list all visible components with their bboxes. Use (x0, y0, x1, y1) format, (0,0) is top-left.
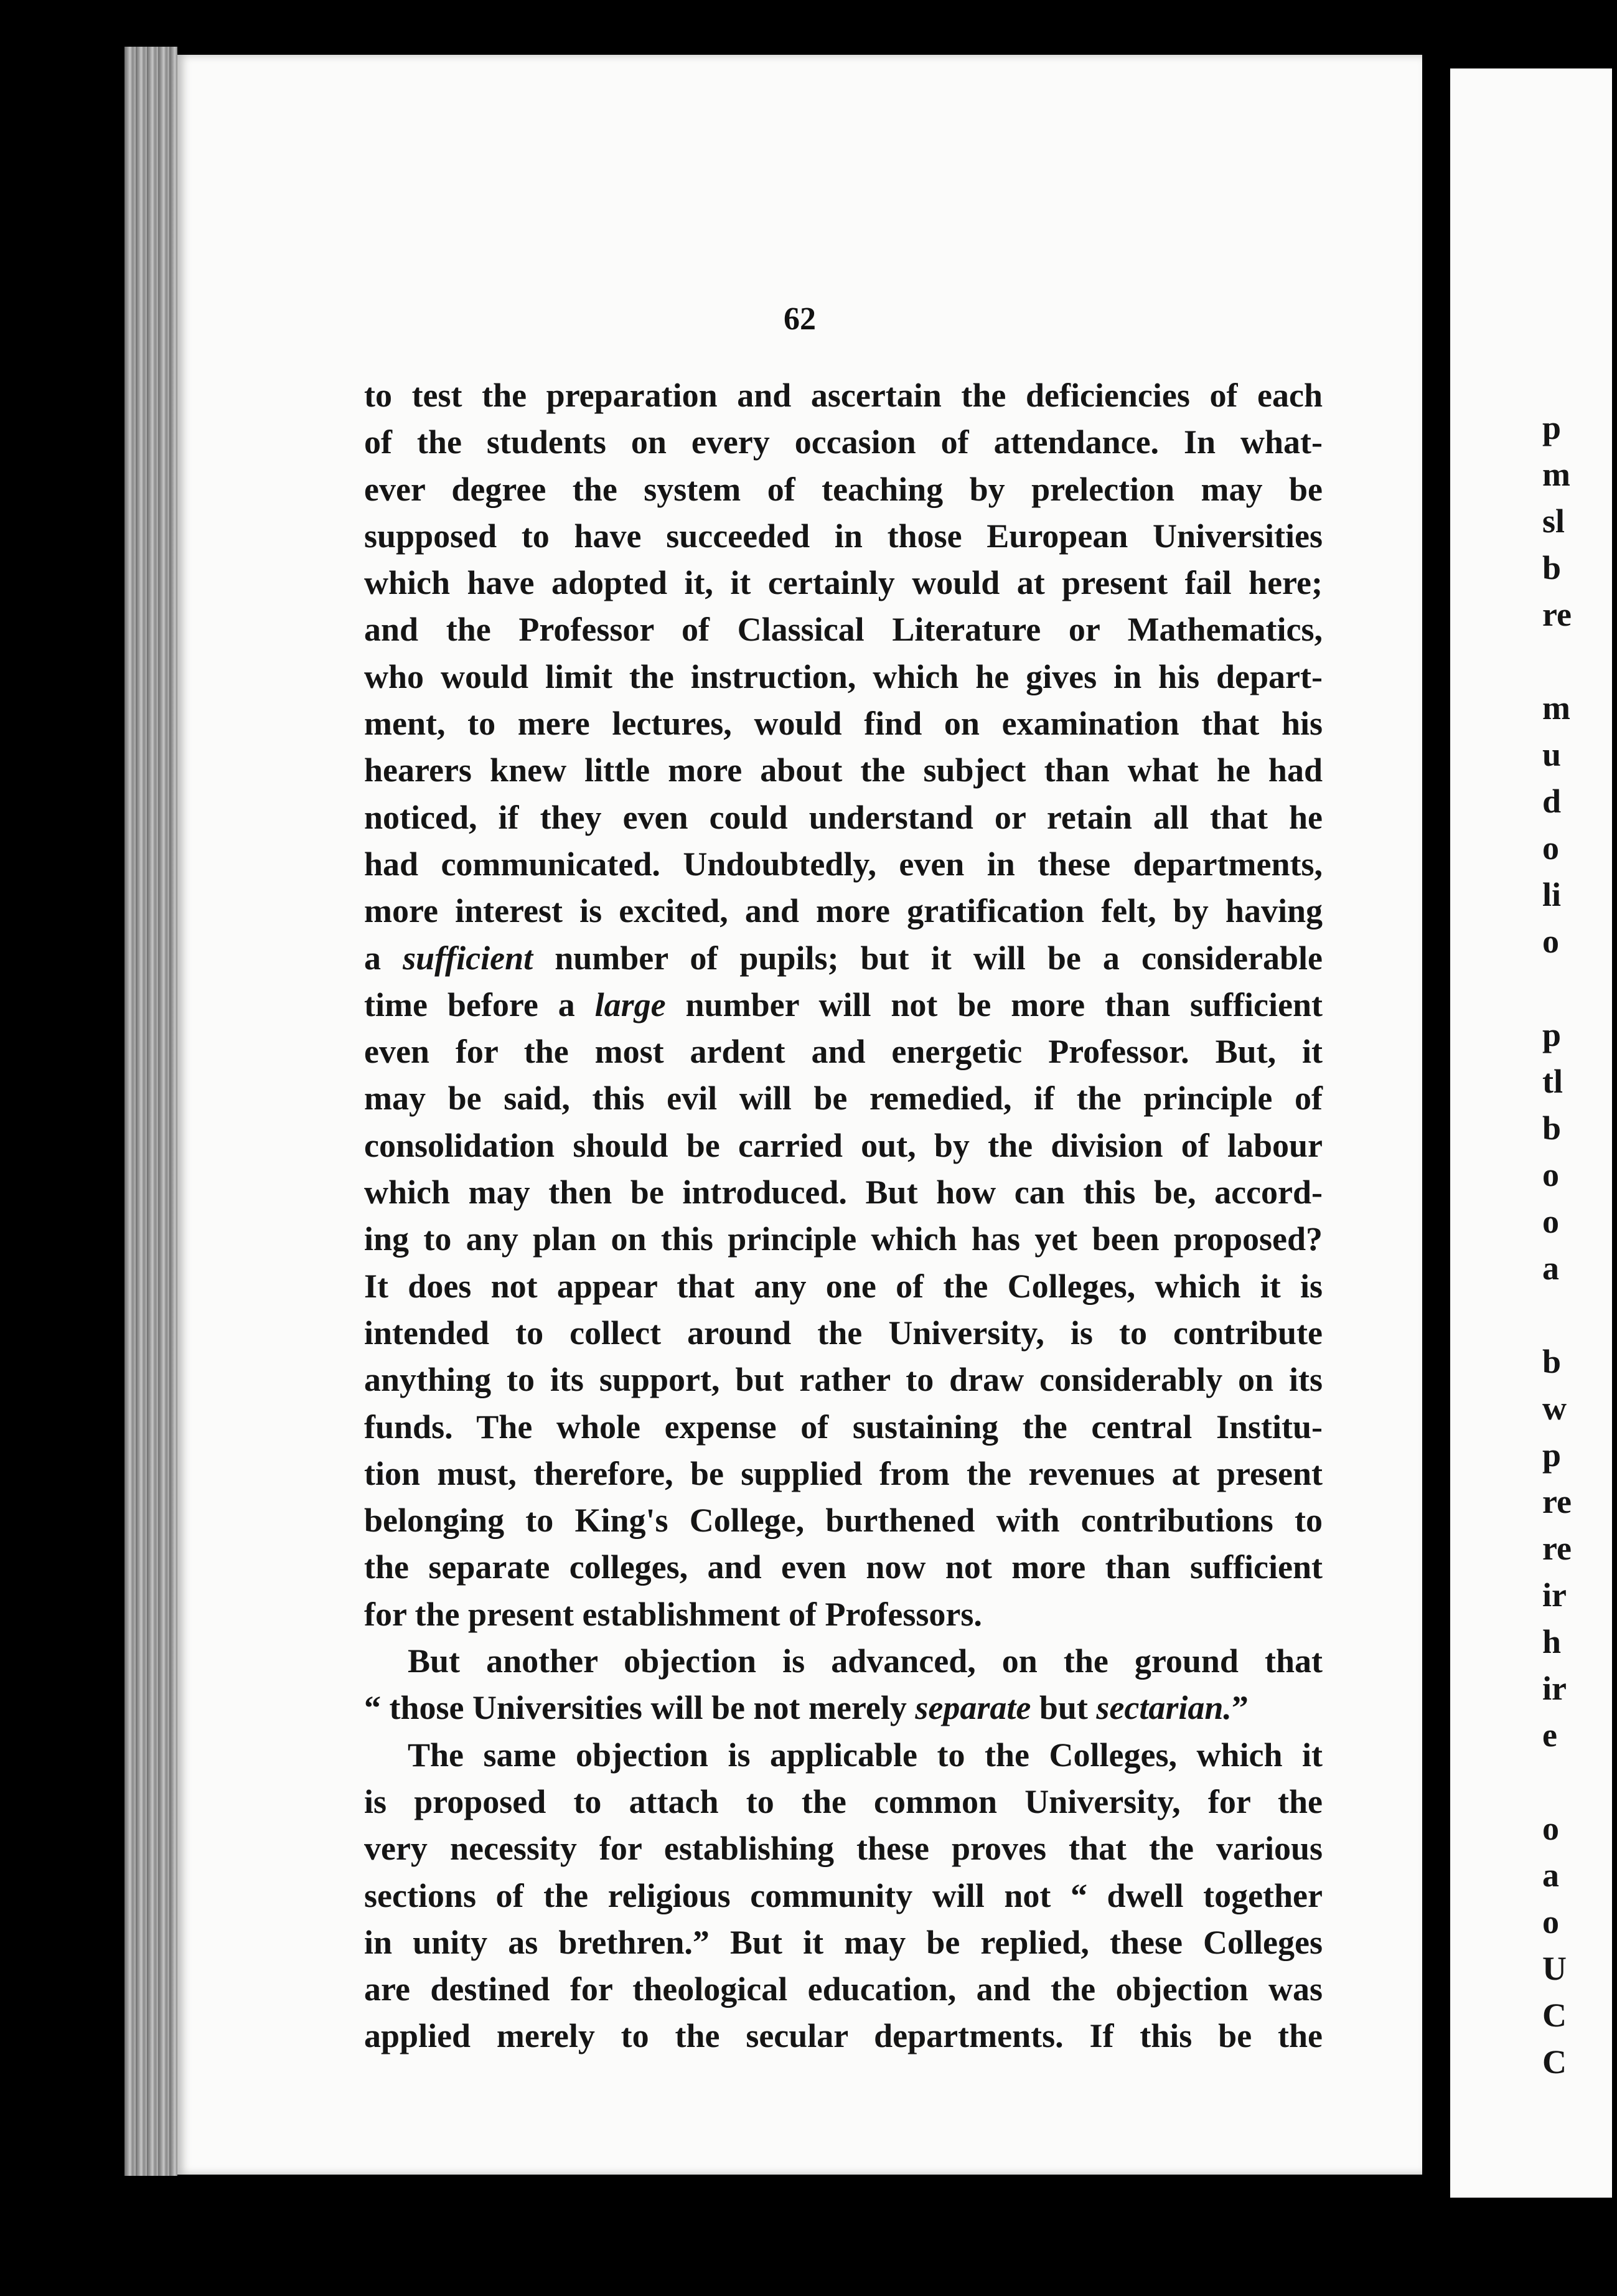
text-line: The same objection is applicable to the Colleges, which it (408, 1736, 1323, 1774)
facing-page-fragment (1542, 638, 1617, 685)
text-line: may be said, this evil will be remedied, if the principle of (364, 1080, 1323, 1117)
facing-page-fragment: C (1542, 2043, 1567, 2081)
facing-page-fragment: o (1542, 1810, 1559, 1847)
facing-page-fragment: d (1542, 783, 1562, 820)
text-line: ing to any plan on this principle which has yet been proposed? (364, 1220, 1323, 1258)
text-line: belonging to King's College, burthened with contributions to (364, 1502, 1323, 1540)
text-span: number will not be more than sufficient (665, 986, 1323, 1023)
facing-page-fragment: m (1542, 456, 1570, 493)
text-line (364, 935, 1323, 982)
text-line: the separate colleges, and even now not more than sufficient (364, 1548, 1323, 1586)
facing-page-fragment (1542, 1292, 1617, 1339)
text-line: are destined for theological education, and the objection was (364, 1970, 1323, 2008)
text-line: supposed to have succeeded in those European Universities (364, 517, 1323, 555)
facing-page-fragment: li (1542, 876, 1562, 913)
text-line: to test the preparation and ascertain the deficiencies of each (364, 377, 1323, 414)
facing-page-fragment: o (1542, 1903, 1559, 1941)
page-number: 62 (784, 301, 816, 337)
text-span: but (1031, 1689, 1097, 1727)
facing-page-fragment: w (1542, 1390, 1567, 1427)
facing-page-fragment: o (1542, 923, 1559, 960)
text-line: ever degree the system of teaching by prelection may be (364, 470, 1323, 508)
text-line: in unity as brethren.” But it may be replied, these Colleges (364, 1923, 1323, 1961)
facing-page-fragment: p (1542, 409, 1562, 446)
facing-page-text (1542, 405, 1617, 2086)
italic-word: sufficient (403, 939, 533, 977)
book-gutter (124, 47, 177, 2176)
text-line: noticed, if they even could understand or retain all that he (364, 798, 1323, 836)
text-line: more interest is excited, and more gratification felt, by having (364, 892, 1323, 930)
text-span: time before a (364, 986, 595, 1023)
facing-page-fragment: p (1542, 1016, 1562, 1053)
text-span: a (364, 939, 403, 977)
text-line: is proposed to attach to the common University, for the (364, 1782, 1323, 1820)
text-span: ” (1231, 1689, 1249, 1727)
text-line: But another objection is advanced, on the ground that (408, 1642, 1323, 1680)
text-line: applied merely to the secular departments. If this be the (364, 2017, 1323, 2055)
facing-page-fragment: sl (1542, 502, 1565, 540)
text-line: for the present establishment of Professors. (364, 1595, 982, 1633)
italic-word: large (594, 986, 666, 1023)
body-text (364, 372, 1323, 2060)
text-line: which may then be introduced. But how can this be, accord- (364, 1174, 1323, 1212)
text-line: ment, to mere lectures, would find on examination that his (364, 705, 1323, 743)
facing-page-fragment: U (1542, 1950, 1567, 1987)
facing-page (1450, 68, 1612, 2198)
facing-page-fragment: o (1542, 1203, 1559, 1240)
text-line: sections of the religious community will not “ dwell together (364, 1876, 1323, 1914)
facing-page-fragment: h (1542, 1623, 1562, 1660)
text-line: of the students on every occasion of attendance. In what- (364, 423, 1323, 461)
facing-page-fragment: ir (1542, 1670, 1567, 1707)
facing-page-fragment: re (1542, 1530, 1572, 1567)
text-span: “ those Universities will be not merely (364, 1689, 916, 1727)
text-line: and the Professor of Classical Literature or Mathematics, (364, 611, 1323, 649)
facing-page-fragment: a (1542, 1249, 1559, 1287)
text-line: had communicated. Undoubtedly, even in these departments, (364, 845, 1323, 883)
facing-page-fragment: o (1542, 1156, 1559, 1193)
facing-page-fragment: b (1542, 1343, 1562, 1380)
facing-page-fragment: C (1542, 1997, 1567, 2034)
text-line: It does not appear that any one of the Colleges, which it is (364, 1267, 1323, 1305)
text-line: hearers knew little more about the subject than what he had (364, 751, 1323, 789)
text-line (364, 982, 1323, 1028)
text-line: anything to its support, but rather to draw considerably on its (364, 1361, 1323, 1399)
facing-page-fragment: a (1542, 1856, 1559, 1894)
italic-word: separate (915, 1689, 1031, 1727)
facing-page-fragment: u (1542, 736, 1562, 773)
left-page (177, 55, 1422, 2175)
facing-page-fragment: b (1542, 549, 1562, 586)
text-line: which have adopted it, it certainly would at present fail here; (364, 564, 1323, 602)
text-line: consolidation should be carried out, by the division of labour (364, 1126, 1323, 1164)
facing-page-fragment: re (1542, 1483, 1572, 1520)
italic-word: sectarian. (1096, 1689, 1232, 1727)
facing-page-fragment (1542, 1759, 1617, 1805)
text-line: very necessity for establishing these proves that the various (364, 1830, 1323, 1868)
facing-page-fragment: p (1542, 1436, 1562, 1474)
facing-page-fragment: e (1542, 1716, 1557, 1754)
facing-page-fragment: b (1542, 1109, 1562, 1147)
text-line: funds. The whole expense of sustaining the central Institu- (364, 1408, 1323, 1446)
facing-page-fragment (1542, 965, 1617, 1012)
facing-page-fragment: tl (1542, 1063, 1563, 1100)
text-line: intended to collect around the University, is to contribute (364, 1314, 1323, 1352)
text-line (364, 1685, 1323, 1731)
facing-page-fragment: re (1542, 596, 1572, 633)
text-line: even for the most ardent and energetic Professor. But, it (364, 1033, 1323, 1071)
facing-page-fragment: o (1542, 829, 1559, 867)
text-line: who would limit the instruction, which he gives in his depart- (364, 657, 1323, 695)
facing-page-fragment: m (1542, 689, 1570, 727)
facing-page-fragment: ir (1542, 1576, 1567, 1614)
text-span: number of pupils; but it will be a considerable (533, 939, 1323, 977)
text-line: tion must, therefore, be supplied from the revenues at present (364, 1454, 1323, 1492)
